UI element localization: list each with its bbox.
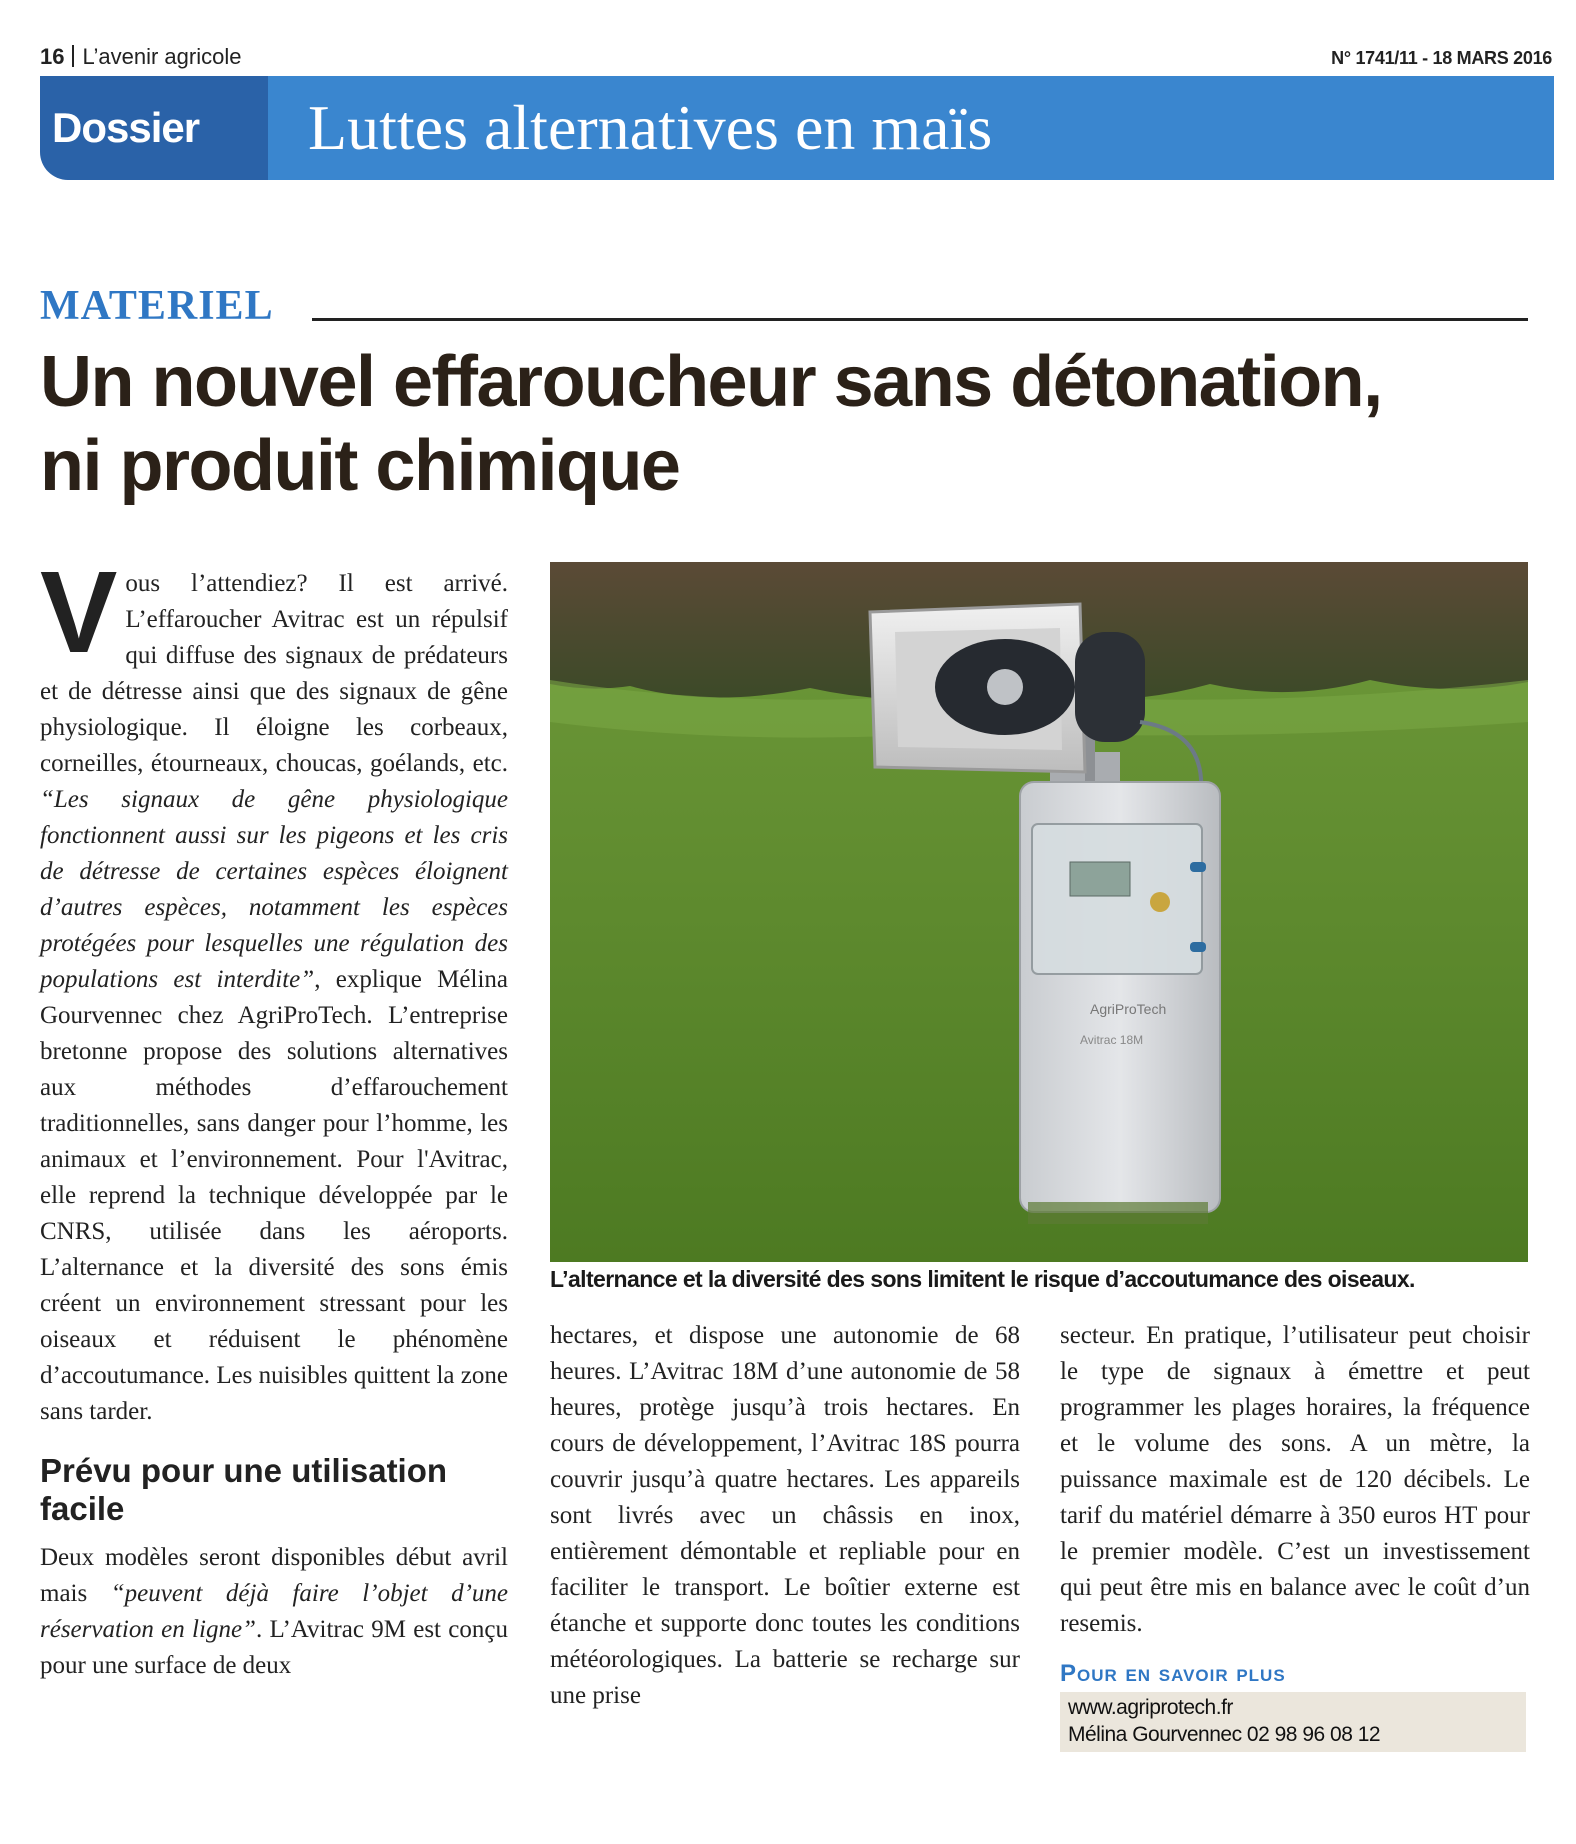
article-rubric: MATERIEL xyxy=(40,283,274,329)
running-header-left xyxy=(40,44,241,70)
issue-date: N° 1741/11 - 18 MARS 2016 xyxy=(1331,48,1552,68)
p2-text: Deux modèles seront disponibles début avril mais xyxy=(40,1544,508,1607)
lead-paragraph xyxy=(40,547,508,1430)
photo-caption: L’alternance et la diversité des sons limitent le risque d’accoutumance des oiseaux. xyxy=(550,1266,1415,1292)
page-number: 16 xyxy=(40,44,65,69)
body-paragraph-2 xyxy=(40,1540,508,1684)
section-label: Dossier xyxy=(40,76,268,180)
device-brand-label: AgriProTech xyxy=(1090,1001,1167,1017)
drop-cap: V xyxy=(40,547,118,677)
headline-line-2: ni produit chimique xyxy=(40,426,680,506)
header-divider xyxy=(72,45,74,67)
cable-connector-2 xyxy=(1190,942,1206,952)
cable-connector-1 xyxy=(1190,862,1206,872)
horn-cap xyxy=(987,669,1023,705)
article-column-1 xyxy=(40,547,508,1684)
rubric-rule xyxy=(312,318,1528,321)
bird-scarer-photo xyxy=(550,562,1528,1262)
control-display xyxy=(1070,862,1130,896)
article-photo xyxy=(550,562,1528,1262)
article-column-3 xyxy=(1060,1318,1530,1642)
key-lock xyxy=(1150,892,1170,912)
article-headline xyxy=(40,340,1540,508)
column-3-text: secteur. En pratique, l’utilisateur peut choisir le type de signaux à émettre et peut programmer les plages horaires, la fréquence et le volume des sons. A un mètre, la puissance maximale est de 120 décibels. Le tarif du matériel démarre à 350 euros HT pour le premier modèle. C’est un investissement qui peut être mis en balance avec le coût d’un resemis. xyxy=(1060,1322,1530,1637)
dossier-topic: Luttes alternatives en maïs xyxy=(268,76,1554,180)
p2-text-rest: . L’Avitrac 9M est conçu pour une surface de deux xyxy=(40,1616,508,1679)
driver-housing xyxy=(1075,632,1145,742)
article-column-2 xyxy=(550,1318,1020,1714)
headline-line-1: Un nouvel effaroucheur sans détonation, xyxy=(40,342,1382,422)
contact-line: Mélina Gourvennec 02 98 96 08 12 xyxy=(1068,1723,1381,1746)
info-heading: Pour en savoir plus xyxy=(1060,1660,1286,1687)
base-grass xyxy=(1028,1202,1208,1224)
column-2-text: hectares, et dispose une autonomie de 68 heures. L’Avitrac 18M d’une autonomie de 58 heures, protège jusqu’à trois hectares. En cours de développement, l’Avitrac 18S pourra couvrir jusqu’à quatre hectares. Les appareils sont livrés avec un châssis en inox, entièrement démontable et repliable pour en faciliter le transport. Le boîtier externe est étanche et supporte donc toutes les conditions météorologiques. La batterie se recharge sur une prise xyxy=(550,1322,1020,1709)
device-model-label: Avitrac 18M xyxy=(1080,1033,1144,1047)
lead-text-rest: , explique Mélina Gourvennec chez AgriProTech. L’entreprise bretonne propose des solutions alternatives aux méthodes d’effarouchement traditionnelles, sans danger pour l’homme, les animaux et l’environnement. Pour l'Avitrac, elle reprend la technique développée par le CNRS, utilisée dans les aéroports. L’alternance et la diversité des sons émis créent un environnement stressant pour les oiseaux et réduisent le phénomène d’accoutumance. Les nuisibles quittent la zone sans tarder. xyxy=(40,966,508,1425)
p2-quote: “peuvent déjà faire l’objet d’une réservation en ligne” xyxy=(40,1580,508,1643)
info-box xyxy=(1060,1692,1526,1752)
article-subhead: Prévu pour une utilisation facile xyxy=(40,1452,448,1527)
website-link[interactable]: www.agriprotech.fr xyxy=(1068,1696,1233,1719)
publication-name: L’avenir agricole xyxy=(82,44,242,69)
lead-text: ous l’attendiez? Il est arrivé. L’effaroucher Avitrac est un répulsif qui diffuse des signaux de prédateurs et de détresse ainsi que des signaux de gêne physiologique. Il éloigne les corbeaux, corneilles, étourneaux, choucas, goélands, etc. xyxy=(40,570,508,777)
dossier-banner xyxy=(40,76,1554,180)
box-window xyxy=(1032,824,1202,974)
lead-quote: “Les signaux de gêne physiologique fonctionnent aussi sur les pigeons et les cris de détresse de certaines espèces éloignent d’autres espèces, notamment les espèces protégées pour lesquelles une régulation des populations est interdite” xyxy=(40,786,508,993)
